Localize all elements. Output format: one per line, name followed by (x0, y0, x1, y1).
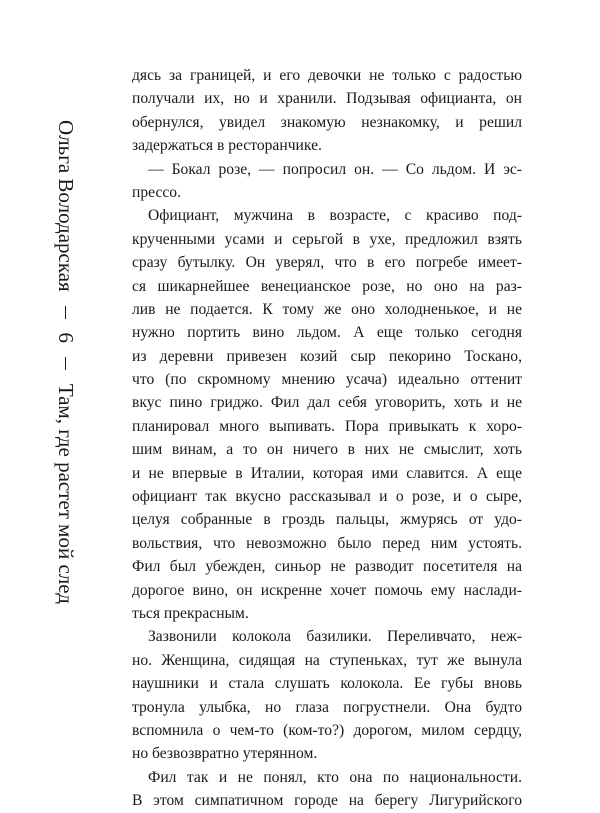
page-number: 6 (54, 332, 79, 344)
text-line: что (по скромному мнению усача) идеально оттенит (132, 371, 522, 389)
text-line: шим винам, а то он ничего в них не смыслит, хоть (132, 441, 522, 459)
text-line: наушники и стала слушать колокола. Ее губы вновь (132, 675, 522, 693)
text-line: задержаться в ресторанчике. (132, 137, 322, 155)
text-line: планировал много выпивать. Пора привыкать к хоро- (132, 417, 522, 435)
text-line: ться прекрасным. (132, 604, 249, 622)
header-divider (66, 357, 67, 370)
author-name: Ольга Володарская (54, 120, 79, 292)
text-line: Зазвонили колокола базилики. Переливчато, неж- (148, 628, 522, 646)
running-header (56, 104, 116, 604)
text-line: дорогое вино, он искренне хочет помочь ему наслади- (132, 581, 522, 599)
text-line: получали их, но и хранили. Подзывая официанта, он (132, 90, 522, 108)
text-line: из деревни привезен козий сыр пекорино Тоскано, (132, 347, 522, 365)
running-header-rotated (46, 104, 86, 604)
text-line: сразу бутылку. Он уверял, что в его погребе имеет- (132, 254, 522, 272)
text-line: Фил так и не понял, кто она по национальности. (148, 768, 522, 786)
book-title: Там, где растет мой след (54, 383, 79, 604)
text-line: нужно портить вино льдом. А еще только сегодня (132, 324, 522, 342)
text-line: но. Женщина, сидящая на ступеньках, тут же вынула (132, 651, 522, 669)
text-line: вкус пино гриджо. Фил дал себя уговорить, хоть и не (132, 394, 522, 412)
text-line: дясь за границей, и его девочки не только с радостью (132, 67, 522, 84)
text-line: тронула улыбка, но глаза погрустнели. Она будто (132, 698, 522, 716)
text-line: прессо. (132, 183, 181, 201)
text-line: вспомнила о чем-то (ком-то?) дорогом, милом сердцу, (132, 721, 522, 739)
text-line: официант так вкусно рассказывал и о розе, и о сыре, (132, 488, 522, 506)
text-line: обернулся, увидел знакомую незнакомку, и решил (132, 113, 522, 131)
text-line: В этом симпатичном городе на берегу Лигурийского (132, 792, 522, 810)
body-text (132, 64, 522, 813)
text-line: вольствия, что невозможно было перед ним устоять. (132, 534, 522, 552)
text-line: Фил был убежден, синьор не разводит посетителя на (132, 558, 522, 576)
text-line: но безвозвратно утерянном. (132, 745, 318, 763)
text-line: ся шикарнейшее венецианское розе, но оно на раз- (132, 277, 522, 295)
header-divider (66, 306, 67, 319)
text-line: крученными усами и серьгой в ухе, предложил взять (132, 230, 522, 248)
text-line: целуя собранные в гроздь пальцы, жмурясь от удо- (132, 511, 522, 529)
text-line: Официант, мужчина в возрасте, с красиво под- (148, 207, 522, 225)
text-line: и не впервые в Италии, которая ими славится. А еще (132, 464, 522, 482)
text-line: лив не подается. К тому же оно холодненькое, и не (132, 300, 522, 318)
text-line: — Бокал розе, — попросил он. — Со льдом. И эс- (148, 160, 522, 178)
